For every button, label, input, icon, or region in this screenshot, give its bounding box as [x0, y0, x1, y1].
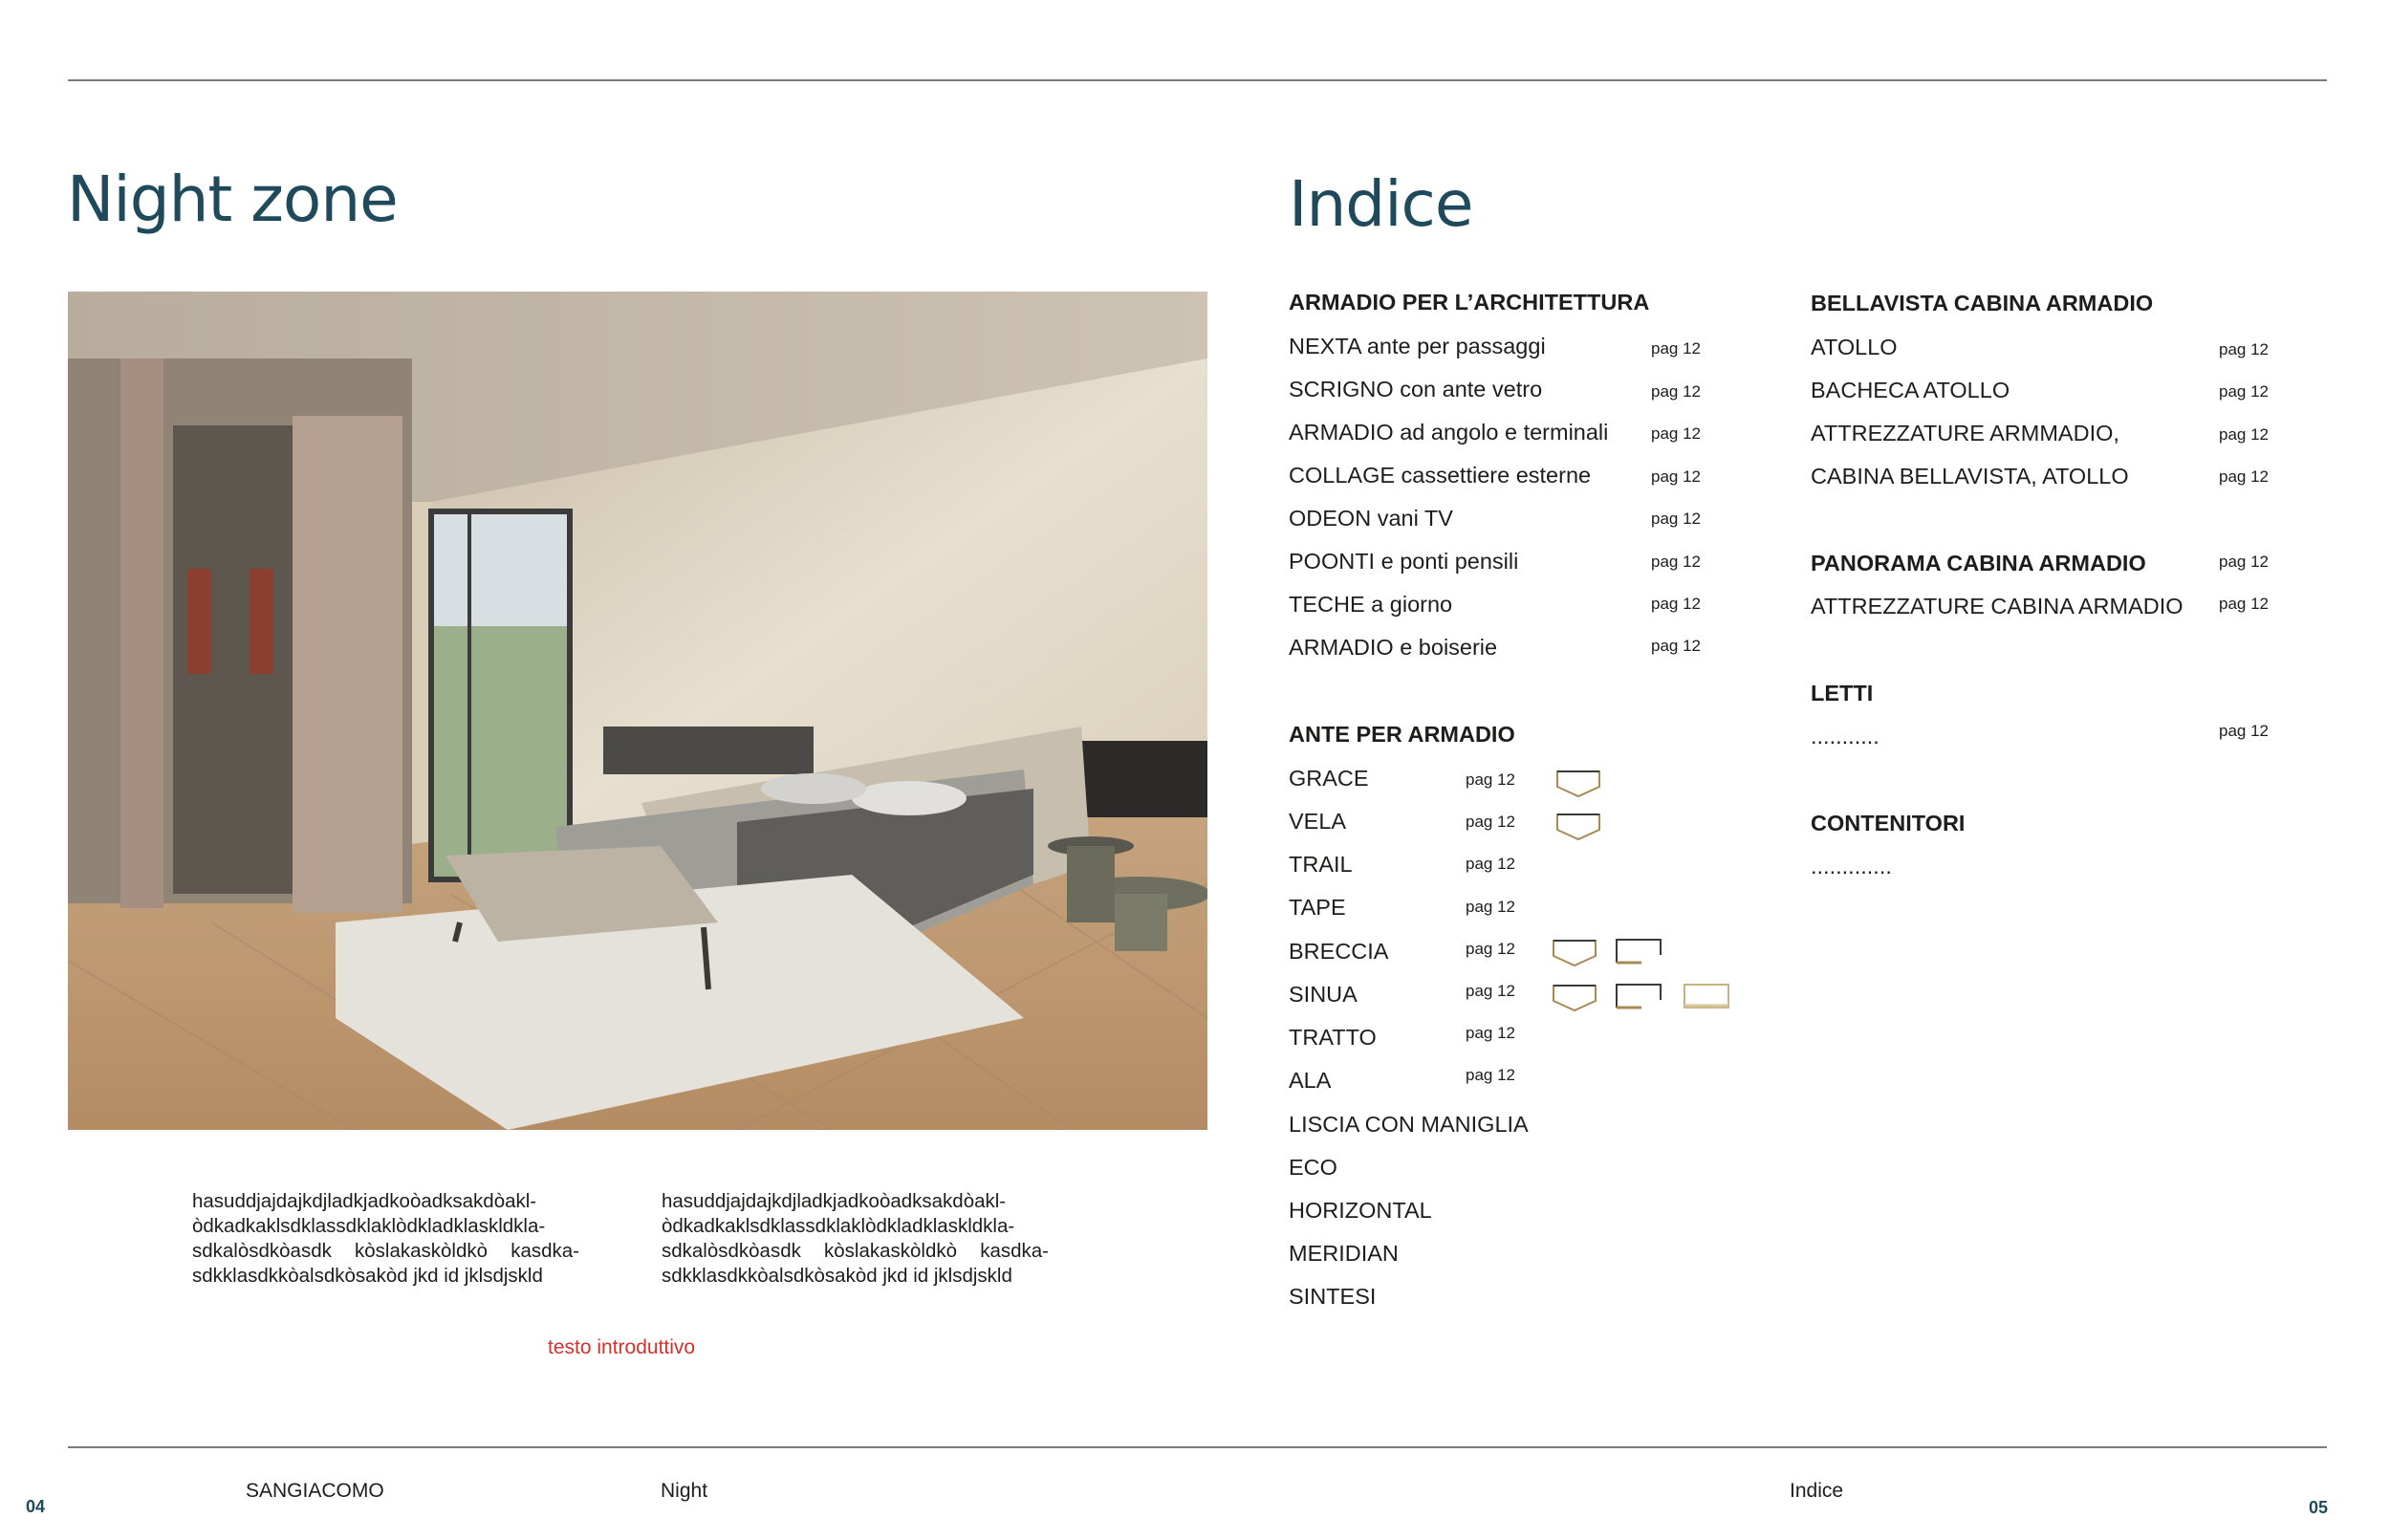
index-page-ref: pag 12 [2219, 425, 2269, 444]
handle-profile-icon [1552, 984, 1597, 1012]
bottom-rule [68, 1446, 2327, 1448]
page-number-right: 05 [2309, 1498, 2329, 1517]
index-item: HORIZONTAL [1289, 1198, 1432, 1223]
section-heading-ante-per-armadio: ANTE PER ARMADIO [1289, 722, 1515, 747]
index-item: ATOLLO [1811, 335, 1898, 359]
index-item: ........... [1811, 724, 1879, 748]
index-item: ............. [1811, 854, 1892, 878]
index-page-ref: pag 12 [1466, 1024, 1515, 1042]
footer-brand: SANGIACOMO [246, 1480, 384, 1502]
index-item: ODEON vani TV [1289, 506, 1453, 531]
index-item: ATTREZZATURE ARMMADIO, [1811, 421, 2119, 445]
index-page-ref: pag 12 [1466, 813, 1515, 831]
index-item: SINTESI [1289, 1284, 1377, 1309]
handle-profile-icon [1555, 770, 1601, 798]
index-page-ref: pag 12 [1651, 424, 1701, 443]
index-page-ref: pag 12 [1651, 637, 1701, 655]
index-item: ATTREZZATURE CABINA ARMADIO [1811, 594, 2184, 618]
index-item: BRECCIA [1289, 939, 1389, 964]
index-item: SINUA [1289, 982, 1358, 1007]
index-item: LISCIA CON MANIGLIA [1289, 1112, 1529, 1137]
index-item: ARMADIO ad angolo e terminali [1289, 420, 1609, 445]
index-item: ECO [1289, 1155, 1337, 1180]
index-page-ref: pag 12 [1651, 467, 1701, 486]
left-page-title: Night zone [67, 163, 398, 236]
intro-label: testo introduttivo [548, 1336, 696, 1358]
index-page-ref: pag 12 [1466, 855, 1515, 873]
index-item: TAPE [1289, 895, 1346, 920]
index-item: NEXTA ante per passaggi [1289, 334, 1546, 358]
section-heading-armadio-architettura: ARMADIO PER L’ARCHITETTURA [1289, 290, 1650, 315]
index-page-ref: pag 12 [2219, 340, 2269, 358]
handle-groove-icon [1683, 983, 1730, 1011]
footer-section-left: Night [661, 1480, 708, 1502]
index-page-ref: pag 12 [1466, 940, 1515, 958]
top-rule [68, 79, 2327, 81]
handle-profile-icon [1555, 813, 1601, 841]
intro-text-column-1: hasuddjajdajkdjladkjadkoòadksakdòakl-òdkadkaklsdklassdklaklòdkladklaskldkla-sdkalòsdkòasdk kòslakaskòldkò kasdka-sdkklasdkkòalsdkòsakòd jkd id jklsdjskld [192, 1190, 579, 1287]
index-item: BACHECA ATOLLO [1811, 378, 2010, 402]
index-item: ALA [1289, 1068, 1332, 1093]
bedroom-photo [68, 292, 1207, 1130]
index-page-ref: pag 12 [2219, 595, 2269, 613]
intro-text-column-2: hasuddjajdajkdjladkjadkoòadksakdòakl-òdkadkaklsdklassdklaklòdkladklaskldkla-sdkalòsdkòasdk kòslakaskòldkò kasdka-sdkklasdkkòalsdkòsakòd jkd id jklsdjskld [662, 1190, 1049, 1287]
index-item: MERIDIAN [1289, 1241, 1399, 1266]
footer-section-right: Indice [1790, 1480, 1844, 1502]
index-page-ref: pag 12 [1651, 510, 1701, 528]
index-page-ref: pag 12 [1651, 382, 1701, 401]
index-page-ref: pag 12 [1466, 770, 1515, 789]
handle-corner-icon [1615, 983, 1662, 1011]
index-item: TRATTO [1289, 1025, 1377, 1050]
handle-profile-icon [1552, 939, 1597, 967]
index-item: TECHE a giorno [1289, 592, 1453, 617]
index-item: ARMADIO e boiserie [1289, 635, 1498, 660]
index-item: CABINA BELLAVISTA, ATOLLO [1811, 464, 2129, 488]
index-page-ref: pag 12 [2219, 467, 2269, 486]
index-page-ref: pag 12 [1466, 1066, 1515, 1084]
index-page-ref: pag 12 [1466, 982, 1515, 1000]
right-page-title: Indice [1289, 167, 1473, 241]
index-item: TRAIL [1289, 852, 1353, 877]
index-item: GRACE [1289, 766, 1369, 791]
index-item: COLLAGE cassettiere esterne [1289, 463, 1592, 488]
index-page-ref: pag 12 [2219, 382, 2269, 401]
index-page-ref: pag 12 [1651, 339, 1701, 358]
index-page-ref: pag 12 [2219, 553, 2269, 571]
index-page-ref: pag 12 [1466, 898, 1515, 916]
section-heading-panorama: PANORAMA CABINA ARMADIO [1811, 551, 2146, 575]
section-heading-contenitori: CONTENITORI [1811, 811, 1966, 835]
index-item: SCRIGNO con ante vetro [1289, 377, 1543, 401]
section-heading-letti: LETTI [1811, 681, 1874, 705]
index-page-ref: pag 12 [2219, 722, 2269, 740]
index-item: VELA [1289, 809, 1347, 834]
page-number-left: 04 [26, 1497, 46, 1516]
index-page-ref: pag 12 [1651, 595, 1701, 613]
index-page-ref: pag 12 [1651, 553, 1701, 571]
index-item: POONTI e ponti pensili [1289, 549, 1519, 574]
handle-corner-icon [1615, 938, 1662, 966]
section-heading-bellavista: BELLAVISTA CABINA ARMADIO [1811, 291, 2154, 315]
